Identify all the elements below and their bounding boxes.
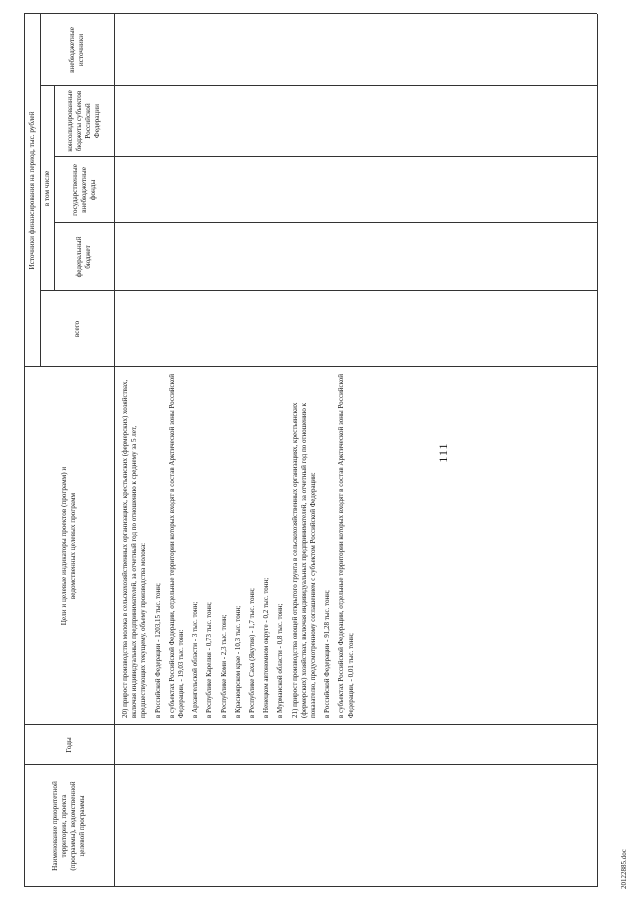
goal-item: в Мурманской области - 0,8 тыс. тонн; <box>276 603 285 718</box>
header-regional: консолидированные бюджеты субъектов Российской Федерации <box>66 90 101 152</box>
goal-item: 21) прирост производства овощей открытого грунта в сельскохозяйственных организациях, крестьянских (фермерских) хозяйствах, включая индивидуальных предпринимателей, за отчетный год по отношению к показателю, предусмотренному соглашением с субъектом Российской Федерации: <box>290 402 318 718</box>
table-right-border <box>24 13 597 14</box>
header-goals: Цели и целевые индикаторы проектов (программ) и ведомственных целевых программ <box>60 466 77 626</box>
header-bottom-border <box>114 14 115 887</box>
header-federal: федеральный бюджет <box>75 236 92 278</box>
goal-item: в Республике Коми - 2,3 тыс. тонн; <box>219 614 228 718</box>
goal-item: в Ненецком автономном округе - 0,2 тыс. тонн; <box>262 577 271 718</box>
col-border-state-regional <box>54 156 597 157</box>
goal-item: в Российской Федерации - 91,28 тыс. тонн; <box>323 590 332 718</box>
goals-list <box>117 368 595 724</box>
col-border-federal-state <box>54 222 597 223</box>
goal-item: в Российской Федерации - 1203,15 тыс. тонн; <box>153 583 162 718</box>
financing-table <box>24 14 597 887</box>
table-bottom-border <box>597 14 598 887</box>
page-number: 111 <box>436 442 450 463</box>
goal-item: 20) прирост производства молока в сельскохозяйственных организациях, крестьянских (фермерских) хозяйствах, включая индивидуальных предпринимателей, за отчетный год по отношению к среднему за 5 лет, предшествующих текущему, объему производства молока: <box>121 379 148 718</box>
header-years: Годы <box>64 737 73 753</box>
header-including: в том числе <box>42 170 51 207</box>
header-total: всего <box>72 320 81 338</box>
goal-item: в Республике Карелия - 0,73 тыс. тонн; <box>205 602 214 718</box>
goal-item: в Республике Саха (Якутия) - 1,7 тыс. тонн; <box>248 588 257 718</box>
table-left-border <box>24 886 597 887</box>
goal-item: в субъектах Российской Федерации, отдельные территории которых входят в состав Арктической зоны Российской Федерации, - 19,03 тыс. тонн: <box>167 374 186 718</box>
goal-item: в Красноярском крае - 10,3 тыс. тонн; <box>233 605 242 718</box>
header-sources: Источники финансирования на период, тыс. рублей <box>28 111 36 270</box>
col-border-regional-offbudget <box>40 85 597 86</box>
document-id: 20122885.doc <box>620 849 628 889</box>
goal-item: в субъектах Российской Федерации, отдельные территории которых входят в состав Арктической зоны Российской Федерации, - 0,01 тыс. тонн; <box>337 374 355 718</box>
header-state-funds: государственные внебюджетные фонды <box>70 164 97 216</box>
goal-item: в Архангельской области - 3 тыс. тонн; <box>191 601 200 718</box>
col-border-total-federal <box>40 290 597 291</box>
header-name: Наименование приоритетной территории, проекта (программы), ведомственной целевой программы <box>51 781 86 871</box>
header-offbudget: внебюджетные источники <box>68 27 85 73</box>
